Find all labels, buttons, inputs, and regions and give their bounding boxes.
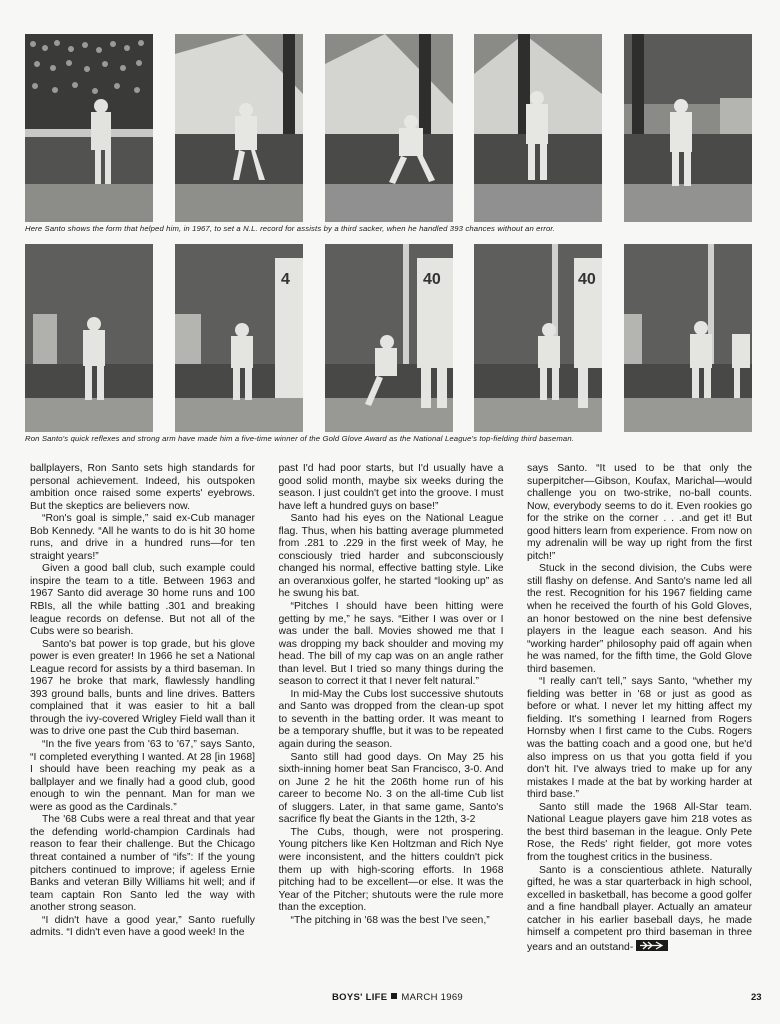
paragraph: The '68 Cubs were a real threat and that year the defending world-champion Cardinals had reason to fear their challenge. But the Chicago threat contained a number of “ifs”: If the young pitchers continued to improve; if ageless Ernie Banks and veteran Billy Williams hit well; and if team captain Ron Santo led the way with another strong season. xyxy=(30,814,255,914)
photo-caption-top: Here Santo shows the form that helped him, in 1967, to set a N.L. record for assists by a third sacker, when he handled 393 chances without an error. xyxy=(25,224,556,233)
photo-4 xyxy=(474,34,602,222)
svg-text:4: 4 xyxy=(280,271,290,288)
continued-arrow-icon xyxy=(636,940,668,951)
article-column-2 xyxy=(279,463,504,983)
paragraph: Stuck in the second division, the Cubs were still flashy on defense. And Santo's name led all the rest. Recognition for his 1967 fielding came when he received the fourth of his Gold Gloves, an honor bestowed on the nine best defensive players in the league each season. And his “working harder” philosophy paid off again when he was named, for the fifth time, the Gold Glove third basemen. xyxy=(527,563,752,675)
paragraph: Given a good ball club, such example could inspire the team to a title. Between 1963 and 1967 Santo did average 30 home runs and 100 RBIs, all the while batting .301 and breaking league records on defense. But not all of the Cubs were so bearish. xyxy=(30,563,255,638)
paragraph: “Pitches I should have been hitting were getting by me,” he says. “Either I was over or I was under the ball. Movies showed me that I was dropping my back shoulder and moving my head. The bill of my cap was on an angle rather than level. But I tried so many things during the season to correct it that I never felt natural.” xyxy=(278,601,504,688)
paragraph: Santo still had good days. On May 25 his sixth-inning homer beat San Francisco, 3-0. And on June 2 he hit the 206th home run of his career to become No. 3 on the all-time Cub list of sluggers. Later, in that same game, Santo's sacrifice fly beat the Giants in the 12th, 3-2 xyxy=(278,751,504,826)
photo-2 xyxy=(175,34,303,222)
photo-5 xyxy=(624,34,752,222)
paragraph xyxy=(527,865,752,955)
photo-8 xyxy=(325,244,453,432)
article-body xyxy=(30,463,752,983)
photo-strip-bottom xyxy=(25,244,752,432)
photo-10 xyxy=(624,244,752,432)
svg-text:40: 40 xyxy=(578,271,597,288)
photo-9 xyxy=(474,244,602,432)
photo-7 xyxy=(175,244,303,432)
paragraph: “The pitching in '68 was the best I've seen,” xyxy=(290,914,490,926)
paragraph: Santo's bat power is top grade, but his glove power is even greater! In 1966 he set a National League record for assists by a third baseman. In 1967 he broke that mark, flawlessly handling 393 ground balls, bunts and line drives. Batters complained that it was easier to hit a ball through the ivy-covered Wrigley Field wall than it was to drive one past the Cub third baseman. xyxy=(30,638,255,738)
paragraph: ballplayers, Ron Santo sets high standards for personal achievement. Indeed, his outspoken ambition once raised some experts' eyebrows. But the skeptics are believers now. xyxy=(30,463,255,512)
paragraph: “Ron's goal is simple,” said ex-Cub manager Bob Kennedy. “All he wants to do is hit 30 home runs, and drive in a hundred runs—for ten straight years!” xyxy=(30,513,255,562)
paragraph: Santo had his eyes on the National League flag. Thus, when his batting average plummeted from .281 to .229 in the first week of May, he consciously tried harder and subconsciously changed his normal, effective batting style. Like an overanxious golfer, he started “looking up” as he swung his bat. xyxy=(278,513,504,600)
paragraph: “I really can't tell,” says Santo, “whether my fielding was better in '68 or just as good as before or what. I never let my hitting affect my fielding. It's something I learned from Rogers Hornsby when I first came to the Cubs. Rogers was the batting coach and a good one, but he'd also impress on us that you gotta field if you don't hit. I've always tried to make up for any mistakes I made at the bat by working harder at third base.” xyxy=(527,676,752,801)
photo-6 xyxy=(25,244,153,432)
paragraph: Santo still made the 1968 All-Star team. National League players gave him 218 votes as the best third baseman in the league. Only Pete Rose, the Reds' right fielder, got more votes from the toughest critics in the business. xyxy=(527,801,752,863)
paragraph: past I'd had poor starts, but I'd usually have a good solid month, maybe six weeks during the season. I just couldn't get into the groove. I must have left a hundred guys on base!” xyxy=(278,463,504,512)
photo-1 xyxy=(25,34,153,222)
article-column-3 xyxy=(527,463,752,983)
photo-caption-bottom: Ron Santo's quick reflexes and strong arm have made him a five-time winner of the Gold Glove Award as the National League's top-fielding third baseman. xyxy=(25,434,575,443)
paragraph: “I didn't have a good year,” Santo ruefully admits. “I didn't even have a good week! In the xyxy=(30,914,255,939)
footer-folio xyxy=(332,992,463,1003)
article-column-1 xyxy=(30,463,255,983)
issue-date: MARCH 1969 xyxy=(401,992,464,1003)
page-number: 23 xyxy=(751,992,762,1003)
paragraph: In mid-May the Cubs lost successive shutouts and Santo was dropped from the clean-up spot to seventh in the batting order. It was meant to be a temporary shuffle, but it was to be repeated again during the season. xyxy=(278,688,504,751)
photo-strip-top xyxy=(25,34,752,222)
photo-3 xyxy=(325,34,453,222)
magazine-name: BOYS' LIFE xyxy=(332,992,388,1003)
paragraph-text: Santo is a conscientious athlete. Naturally gifted, he was a star quarterback in high school, excelled in basketball, has become a good golfer and a fine handball player. Actually an amateur catcher in his earlier baseball days, he made himself a competent pro third baseman in three years and an outstand- xyxy=(527,864,752,953)
svg-text:40: 40 xyxy=(422,271,441,288)
square-bullet-icon xyxy=(391,993,397,999)
page-footer xyxy=(0,992,780,1006)
paragraph: The Cubs, though, were not prospering. Young pitchers like Ken Holtzman and Rich Nye were inconsistent, and the hitters couldn't pick them up with high-scoring efforts. In 1968 pitching had to be excellent—or else. It was the Year of the Pitcher; shutouts were the rule more than the exception. xyxy=(278,826,504,914)
paragraph: says Santo. “It used to be that only the superpitcher—Gibson, Koufax, Marichal—would challenge you on two-strike, no-ball counts. Now, everybody seems to do it. Even rookies go for the strike on the corner . . .and get it! But good hitters learn from experience. From now on my adrenalin will be way up right from the first pitch!” xyxy=(527,463,752,562)
paragraph: “In the five years from '63 to '67,” says Santo, “I completed everything I wanted. At 28 [in 1968] I should have been reaching my peak as a ballplayer and we finally had a good club, good enough to win the pennant. Man for man we were as good as the Cardinals.” xyxy=(30,739,255,813)
